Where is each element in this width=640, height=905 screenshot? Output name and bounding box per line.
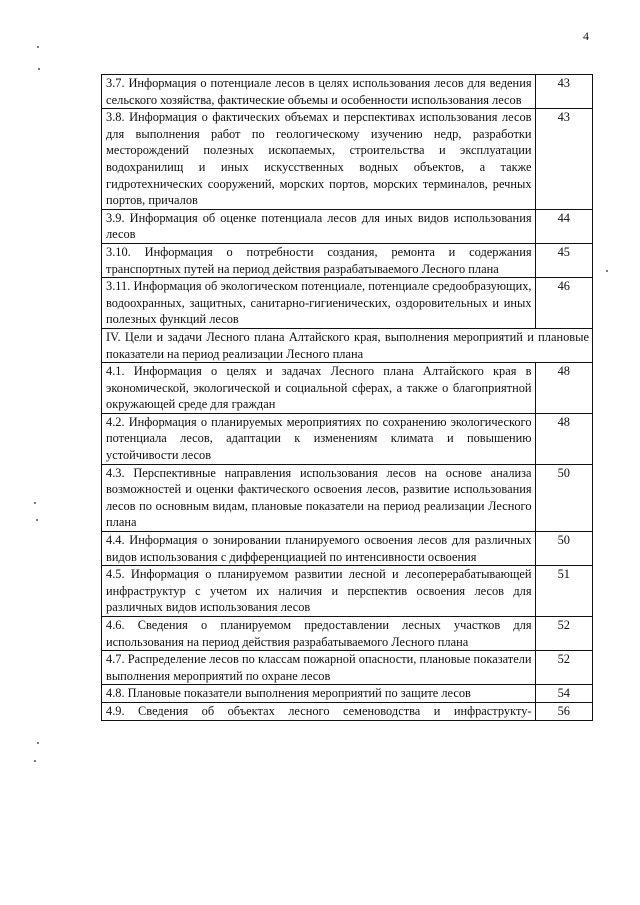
toc-row-title: 3.10. Информация о потребности создания, ремонта и содержания транспортных путей на период действия разрабатываемого Лесного плана <box>102 243 536 277</box>
toc-row <box>102 413 593 464</box>
table-of-contents <box>101 74 593 721</box>
toc-row <box>102 278 593 329</box>
toc-row-page: 43 <box>535 75 592 109</box>
toc-row-page: 50 <box>535 532 592 566</box>
toc-row <box>102 617 593 651</box>
toc-row <box>102 209 593 243</box>
toc-row-title: 4.5. Информация о планируемом развитии лесной и лесоперерабатывающей инфраструктур с учетом их наличия и перспектив освоения лесов для различных видов использования лесов <box>102 566 536 617</box>
toc-row-page: 56 <box>535 702 592 720</box>
toc-row-title: 4.3. Перспективные направления использования лесов на основе анализа возможностей и оценки фактического освоения лесов, развитие использования лесов по основным видам, плановые показатели на период реализации Лесного плана <box>102 464 536 531</box>
toc-row-title: 4.2. Информация о планируемых мероприятиях по сохранению экологического потенциала лесов, адаптации к изменениям климата и повышению устойчивости лесов <box>102 413 536 464</box>
scan-speck <box>606 270 608 272</box>
toc-row-title: 4.4. Информация о зонировании планируемого освоения лесов для различных видов использования с дифференциацией по интенсивности освоения <box>102 532 536 566</box>
toc-row-title: IV. Цели и задачи Лесного плана Алтайского края, выполнения мероприятий и плановые показатели на период реализации Лесного плана <box>102 328 593 362</box>
toc-row-title: 3.8. Информация о фактических объемах и перспективах использования лесов для выполнения работ по геологическому изучению недр, разработки месторождений полезных ископаемых, строительства и эксплуатации водохранилищ и иных искусственных водных объектов, а также гидротехнических сооружений, морских портов, морских терминалов, речных портов, причалов <box>102 109 536 210</box>
toc-row <box>102 651 593 685</box>
toc-row <box>102 243 593 277</box>
toc-row-title: 4.9. Сведения об объектах лесного семеноводства и инфраструкту- <box>102 702 536 720</box>
toc-row-title: 3.7. Информация о потенциале лесов в целях использования лесов для ведения сельского хозяйства, фактические объемы и особенности использования лесов <box>102 75 536 109</box>
toc-row <box>102 109 593 210</box>
toc-row-page: 46 <box>535 278 592 329</box>
toc-row-page: 51 <box>535 566 592 617</box>
toc-row-title: 4.7. Распределение лесов по классам пожарной опасности, плановые показатели выполнения мероприятий по охране лесов <box>102 651 536 685</box>
toc-row-page: 45 <box>535 243 592 277</box>
toc-row <box>102 75 593 109</box>
scan-speck <box>34 760 36 762</box>
toc-row-title: 4.1. Информация о целях и задачах Лесного плана Алтайского края в экономической, экологической и социальной сферах, а также о благоприятной окружающей среде для граждан <box>102 363 536 414</box>
toc-row-page: 43 <box>535 109 592 210</box>
scan-speck <box>36 519 38 521</box>
toc-section-heading <box>102 328 593 362</box>
toc-row-title: 4.8. Плановые показатели выполнения мероприятий по защите лесов <box>102 685 536 703</box>
toc-row-page: 48 <box>535 413 592 464</box>
toc-row-page: 48 <box>535 363 592 414</box>
scan-speck <box>37 46 39 48</box>
toc-row-page: 54 <box>535 685 592 703</box>
toc-row-page: 44 <box>535 209 592 243</box>
toc-row-title: 3.11. Информация об экологическом потенциале, потенциале средообразующих, водоохранных, защитных, санитарно-гигиенических, оздоровительных и иных полезных функций лесов <box>102 278 536 329</box>
toc-row-title: 4.6. Сведения о планируемом предоставлении лесных участков для использования на период действия разрабатываемого Лесного плана <box>102 617 536 651</box>
scan-speck <box>38 68 40 70</box>
toc-row <box>102 363 593 414</box>
toc-row <box>102 566 593 617</box>
page-number: 4 <box>583 29 589 43</box>
toc-row <box>102 702 593 720</box>
toc-row <box>102 464 593 531</box>
scan-speck <box>37 742 39 744</box>
toc-row-page: 50 <box>535 464 592 531</box>
toc-row-title: 3.9. Информация об оценке потенциала лесов для иных видов использования лесов <box>102 209 536 243</box>
toc-row <box>102 685 593 703</box>
scan-speck <box>34 502 36 504</box>
toc-row-page: 52 <box>535 617 592 651</box>
toc-row-page: 52 <box>535 651 592 685</box>
toc-row <box>102 532 593 566</box>
